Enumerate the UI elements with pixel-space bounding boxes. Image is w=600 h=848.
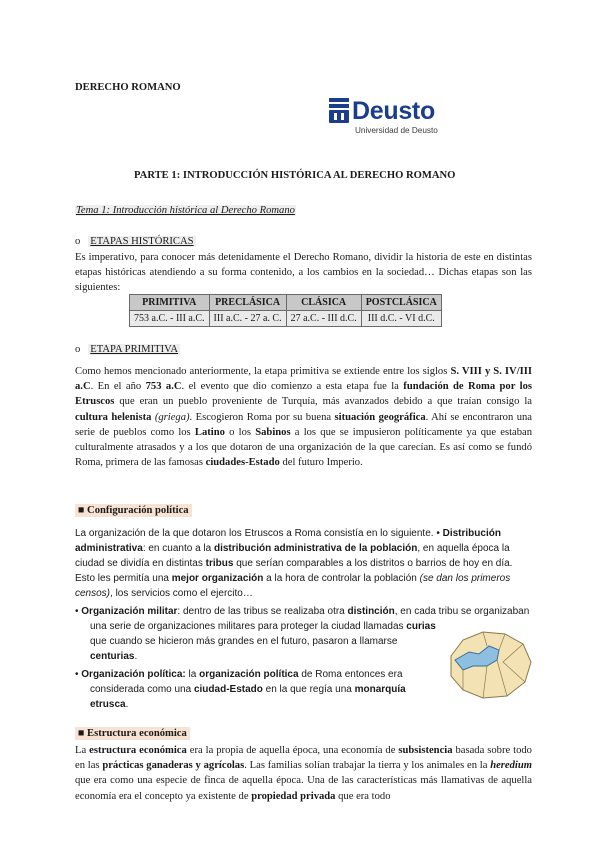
estructura-economica-heading: ■ Estructura económica (75, 727, 190, 740)
logo-wordmark: Deusto (352, 97, 435, 125)
part-title: PARTE 1: INTRODUCCIÓN HISTÓRICA AL DERECHO ROMANO (134, 170, 456, 181)
militar-line: centurias. (90, 651, 138, 662)
section-label: ETAPA PRIMITIVA (90, 344, 179, 355)
deusto-logo-icon (328, 98, 350, 124)
deusto-logo (328, 96, 478, 140)
table-cell: 753 a.C. - III a.C. (130, 311, 210, 327)
table-header: PRECLÁSICA (209, 295, 286, 311)
section-etapas-heading (75, 236, 196, 247)
primitiva-paragraph: Como hemos mencionado anteriormente, la etapa primitiva se extiende entre los siglos S. VIII y S. IV/III a.C. En el año 753 a.C. el evento que dio comienzo a esta etapa fue la fundación de Roma por los Etruscos que eran un pueblo proveniente de Turquía, más avanzados debido a que traían consigo la cultura helenista (griega). Escogieron Roma por su buena situación geográfica. Ahí se encontraron una serie de pueblos como los Latino o los Sabinos a los que se impusieron políticamente ya que estaban culturalmente atrasados y a los que dotaron de una organización de la que carecían. Es así como se fundó Roma, primera de las famosas ciudades-Estado del futuro Imperio. (75, 366, 533, 469)
section-primitiva-heading (75, 344, 180, 355)
config-politica-heading: ■ Configuración política (75, 504, 192, 517)
rome-map-icon (443, 626, 533, 701)
politica-line: • Organización política: la organización política de Roma entonces era (75, 669, 403, 680)
config-line: censos), los servicios como el ejercito… (75, 588, 253, 599)
etapas-table (129, 294, 442, 327)
table-cell: III d.C. - VI d.C. (361, 311, 441, 327)
config-line: Esto les permitía una mejor organización a la hora de controlar la población (se dan los primeros (75, 573, 511, 584)
politica-line: etrusca. (90, 699, 129, 710)
config-line: administrativa: en cuanto a la distribución administrativa de la población, en aquella época la (75, 543, 510, 554)
table-cell: 27 a.C. - III d.C. (286, 311, 361, 327)
militar-line: que cuando se hicieron más grandes en el futuro, pasaron a llamarse (90, 636, 398, 647)
table-header: PRIMITIVA (130, 295, 210, 311)
section-label: ETAPAS HISTÓRICAS (90, 236, 194, 247)
config-line: ciudad se dividía en distintas tribus que serían comparables a los distritos o barrios de hoy en día. (75, 558, 513, 569)
table-row (130, 311, 442, 327)
economica-paragraph: La estructura económica era la propia de aquella época, una economía de subsistencia basada sobre todo en las prácticas ganaderas y agrícolas. Las familias solían trabajar la tierra y los animales en la heredium que era como una especie de finca de aquella época. Una de las características más llamativas de aquella economía era el concepto ya existente de propiedad privada que era todo (75, 745, 532, 802)
table-header-row (130, 295, 442, 311)
tema-title: Tema 1: Introducción histórica al Derecho Romano (76, 205, 295, 216)
militar-line: • Organización militar: dentro de las tribus se realizaba otra distinción, en cada tribu se organizaban (75, 606, 530, 617)
config-line: La organización de la que dotaron los Etruscos a Roma consistía en lo siguiente. • Distribución (75, 528, 501, 539)
militar-line: una serie de organizaciones militares para proteger la ciudad llamadas curias (90, 621, 436, 632)
table-header: CLÁSICA (286, 295, 361, 311)
bullet: o (75, 344, 81, 355)
bullet: o (75, 236, 81, 247)
table-cell: III a.C. - 27 a. C. (209, 311, 286, 327)
document-title: DERECHO ROMANO (75, 82, 181, 93)
politica-line: considerada como una ciudad-Estado en la que regía una monarquía (90, 684, 406, 695)
table-header: POSTCLÁSICA (361, 295, 441, 311)
etapas-intro: Es imperativo, para conocer más detenidamente el Derecho Romano, dividir la historia de este en distintas etapas históricas atendiendo a su forma contenido, a los cambios en la sociedad… Dichas etapas son las siguientes: (75, 252, 532, 294)
logo-subtitle: Universidad de Deusto (355, 126, 438, 135)
